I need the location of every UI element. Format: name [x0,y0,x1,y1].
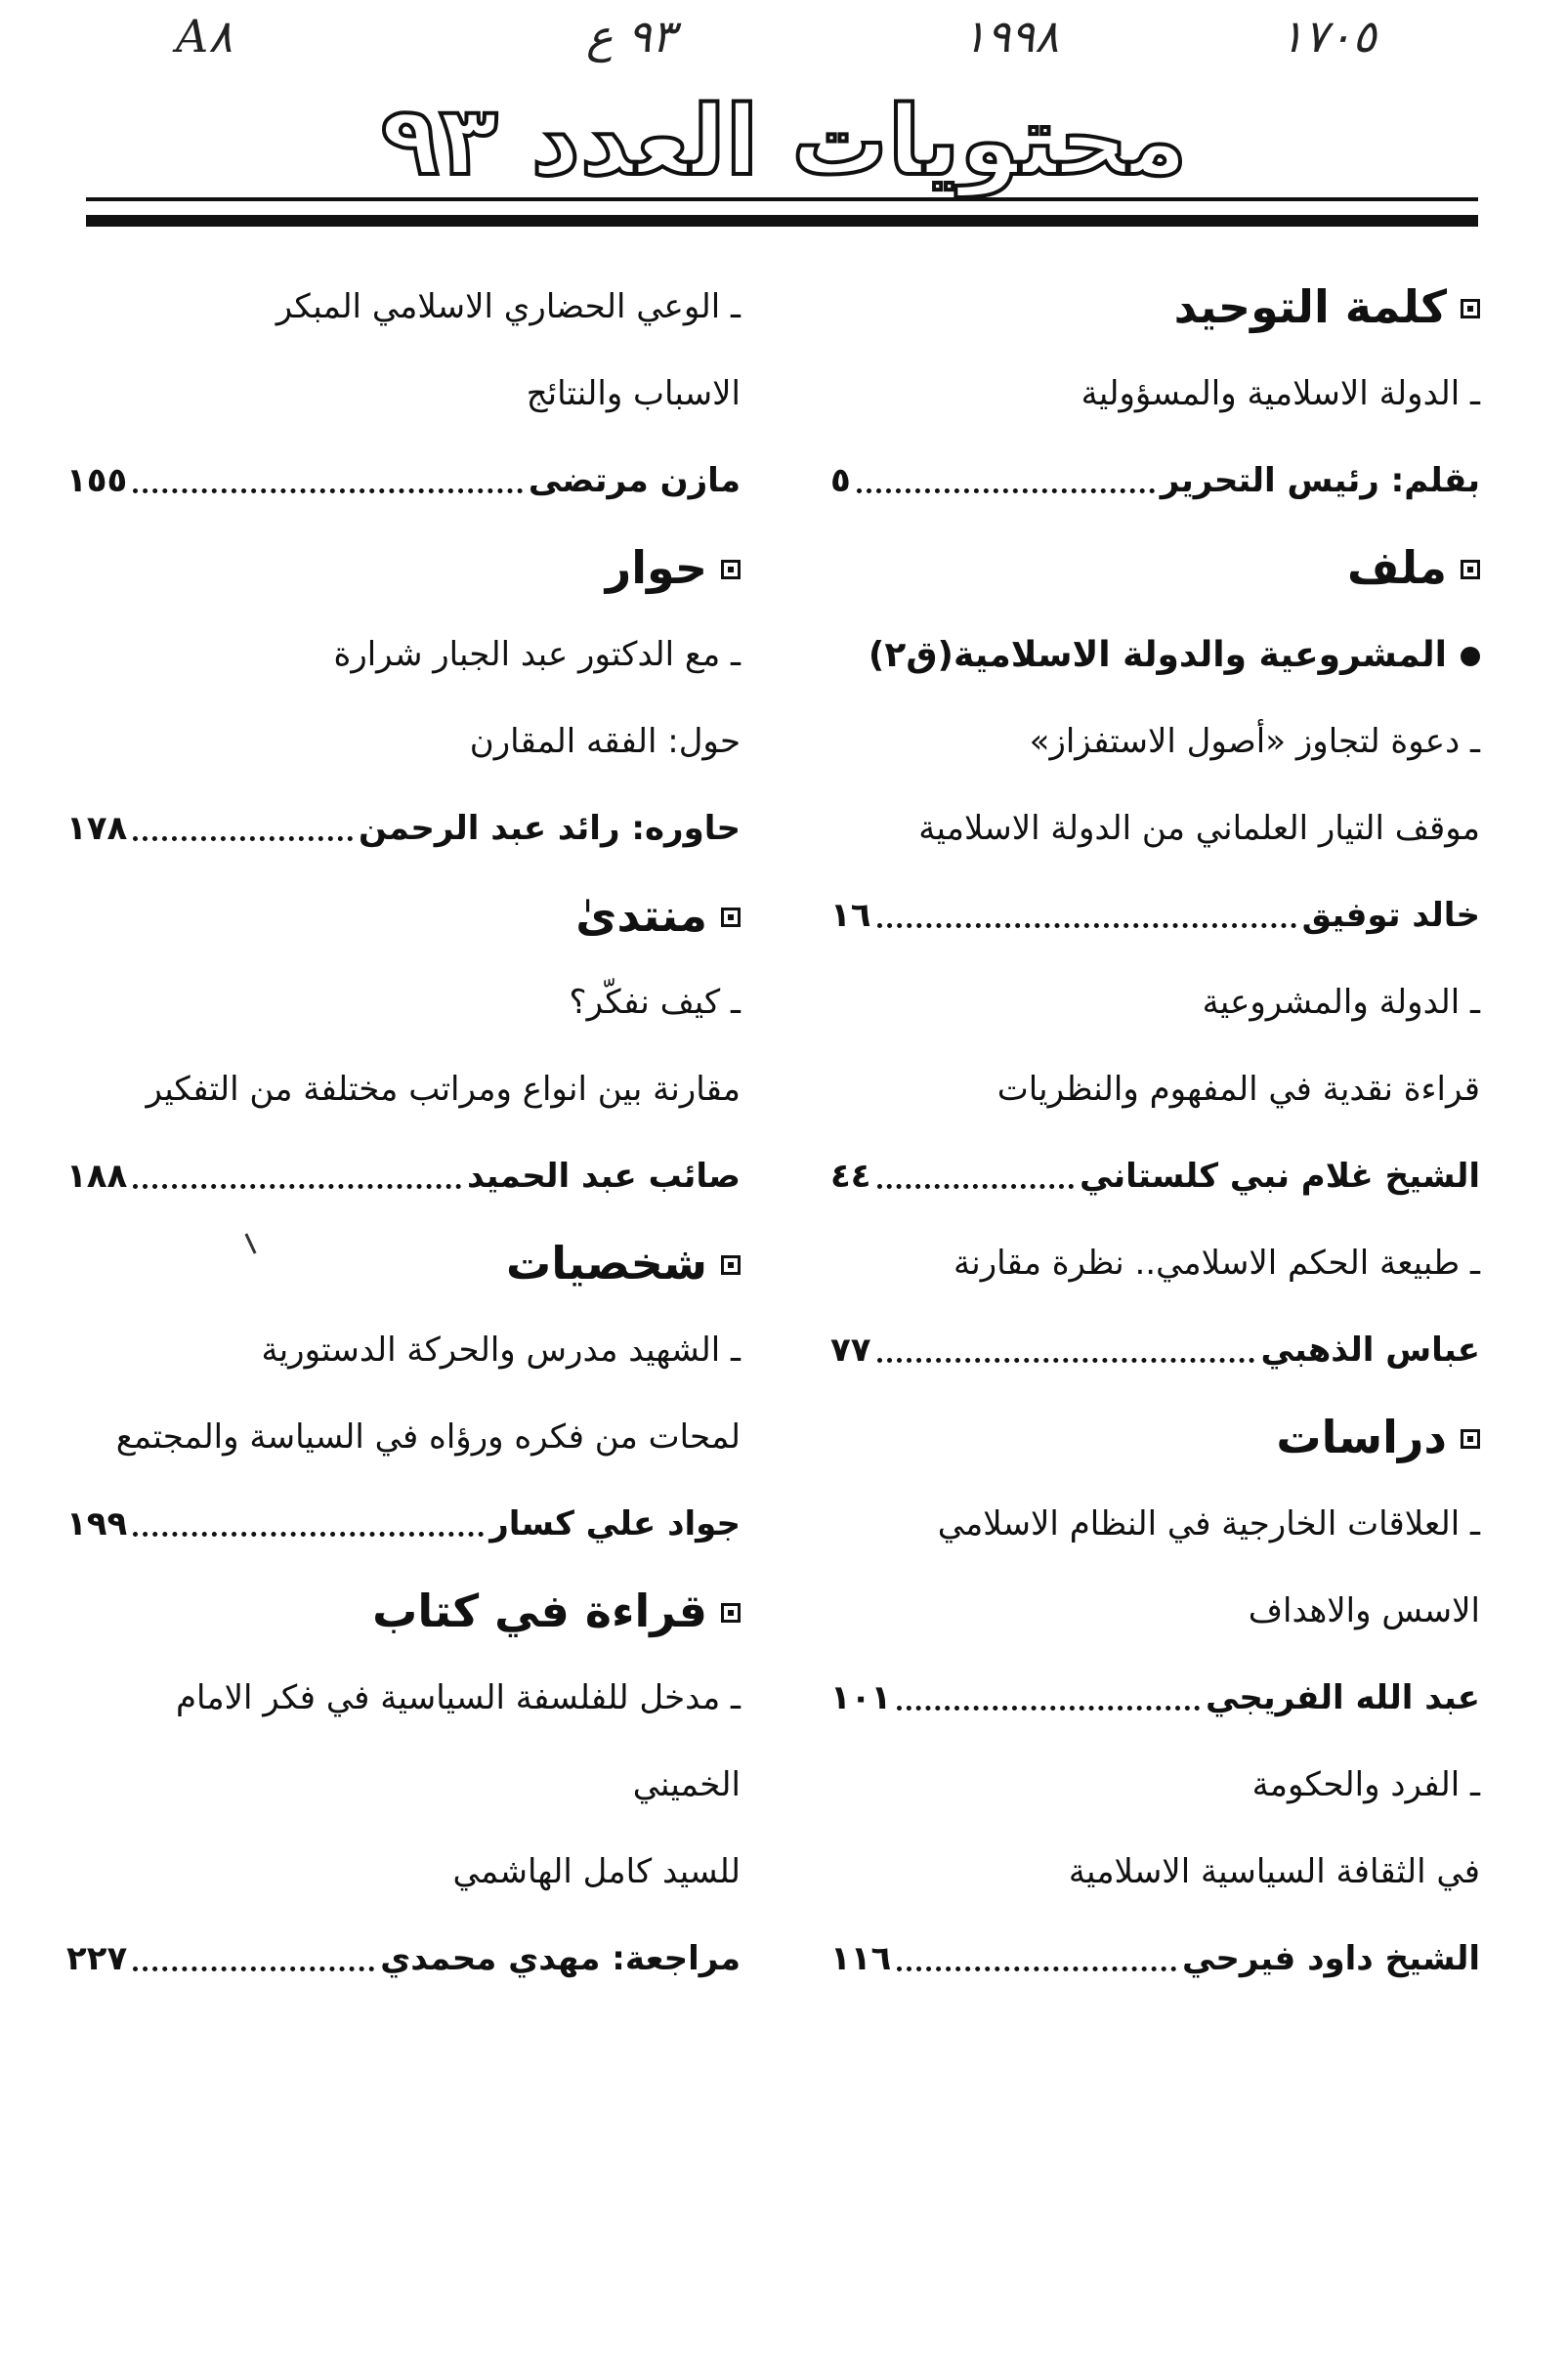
dot-leader [133,836,353,841]
article-title: موقف التيار العلماني من الدولة الاسلامية [918,809,1480,848]
author-line [830,1307,1480,1394]
section-title: منتدىٰ [575,889,707,942]
author-name: صائب عبد الحميد [466,1157,741,1196]
article-title: للسيد كامل الهاشمي [452,1852,741,1891]
page-title: محتويات العدد ٩٣ [380,86,1188,197]
dot-leader [133,1532,484,1537]
handwritten-code: A٨ [176,10,233,63]
section-box-icon [1461,299,1480,318]
section-box-icon [721,1255,741,1275]
section-box-icon [1461,560,1480,579]
article-title: الاسس والاهداف [1248,1591,1480,1630]
section-title: دراسات [1276,1411,1447,1463]
title-rule-thick [86,215,1478,227]
article-title: قراءة نقدية في المفهوم والنظريات [996,1070,1480,1109]
dot-leader [133,1966,374,1971]
title-rule-thin [86,197,1478,201]
author-name: عباس الذهبي [1260,1331,1480,1370]
page-number: ٥ [830,461,851,500]
section-box-icon [1461,1429,1480,1449]
author-name: مراجعة: مهدي محمدي [380,1939,741,1978]
section-box-icon [721,908,741,927]
handwritten-number: ١٧٠٥ [1280,10,1377,63]
article-title: الخميني [632,1765,741,1804]
article-title: حول: الفقه المقارن [469,722,741,761]
page-number: ١٨٨ [66,1157,128,1196]
page-number: ٤٤ [830,1157,871,1196]
page-number: ١٠١ [830,1678,892,1717]
handwritten-year: ١٩٩٨ [962,10,1059,63]
handwritten-issue: ٩٣ ع [586,10,676,63]
section-box-icon [721,560,741,579]
author-name: خالد توفيق [1301,896,1480,935]
article-title: الاسباب والنتائج [526,374,741,413]
author-name: مازن مرتضى [528,461,741,500]
dot-leader [877,1358,1255,1363]
feature-title: المشروعية والدولة الاسلامية(ق٢) [868,635,1447,675]
left-column [66,264,741,2003]
section-title: كلمة التوحيد [1173,280,1447,333]
article-title: ـ مع الدكتور عبد الجبار شرارة [333,635,741,674]
dot-leader [877,1184,1075,1189]
dot-leader [897,1706,1200,1711]
right-column [830,264,1480,2003]
section-heading [66,1220,741,1307]
author-name: عبد الله الفريجي [1205,1678,1480,1717]
article-title: ـ كيف نفكّر؟ [569,983,741,1022]
section-heading [830,525,1480,612]
page-number: ١٥٥ [66,461,128,500]
article-title: ـ الفرد والحكومة [1251,1765,1480,1804]
author-line [66,1133,741,1220]
dot-leader [897,1966,1176,1971]
article-title: ـ الشهيد مدرس والحركة الدستورية [261,1331,741,1370]
section-heading [66,872,741,959]
author-line [830,1655,1480,1742]
author-name: بقلم: رئيس التحرير [1160,461,1480,500]
article-title: مقارنة بين انواع ومراتب مختلفة من التفكير [146,1070,741,1109]
author-line [830,438,1480,525]
page-number: ٢٢٧ [66,1939,128,1978]
section-title: شخصيات [506,1237,707,1290]
page-number: ٧٧ [830,1331,871,1370]
author-line [830,1916,1480,2003]
section-title: حوار [605,541,707,594]
author-name: الشيخ داود فيرحي [1182,1939,1480,1978]
dot-leader [133,1184,461,1189]
author-line [66,1481,741,1568]
article-title: في الثقافة السياسية الاسلامية [1068,1852,1480,1891]
article-title: لمحات من فكره ورؤاه في السياسة والمجتمع [115,1417,741,1457]
dot-leader [133,488,523,493]
dot-leader [857,488,1155,493]
dot-leader [877,923,1296,928]
article-title: ـ طبيعة الحكم الاسلامي.. نظرة مقارنة [954,1244,1480,1283]
section-box-icon [721,1603,741,1623]
article-title: ـ دعوة لتجاوز «أصول الاستفزاز» [1029,722,1480,761]
section-title: ملف [1346,541,1447,594]
author-line [66,785,741,872]
page-number: ١٧٨ [66,809,128,848]
page-number: ١١٦ [830,1939,892,1978]
page-number: ١٦ [830,896,871,935]
section-heading [830,264,1480,351]
author-line [66,438,741,525]
article-title: ـ مدخل للفلسفة السياسية في فكر الامام [175,1678,741,1717]
author-name: حاوره: رائد عبد الرحمن [359,809,741,848]
article-title: ـ العلاقات الخارجية في النظام الاسلامي [937,1504,1480,1543]
section-heading [830,1394,1480,1481]
bullet-icon [1461,647,1480,666]
article-title: ـ الوعي الحضاري الاسلامي المبكر [275,287,741,326]
section-heading [66,1568,741,1655]
author-line [830,1133,1480,1220]
section-heading [66,525,741,612]
page-number: ١٩٩ [66,1504,128,1543]
author-line [830,872,1480,959]
section-title: قراءة في كتاب [372,1585,707,1637]
author-name: الشيخ غلام نبي كلستاني [1080,1157,1480,1196]
author-name: جواد علي كسار [489,1504,741,1543]
article-title: ـ الدولة والمشروعية [1202,983,1480,1022]
author-line [66,1916,741,2003]
feature-heading [830,612,1480,698]
article-title: ـ الدولة الاسلامية والمسؤولية [1081,374,1480,413]
